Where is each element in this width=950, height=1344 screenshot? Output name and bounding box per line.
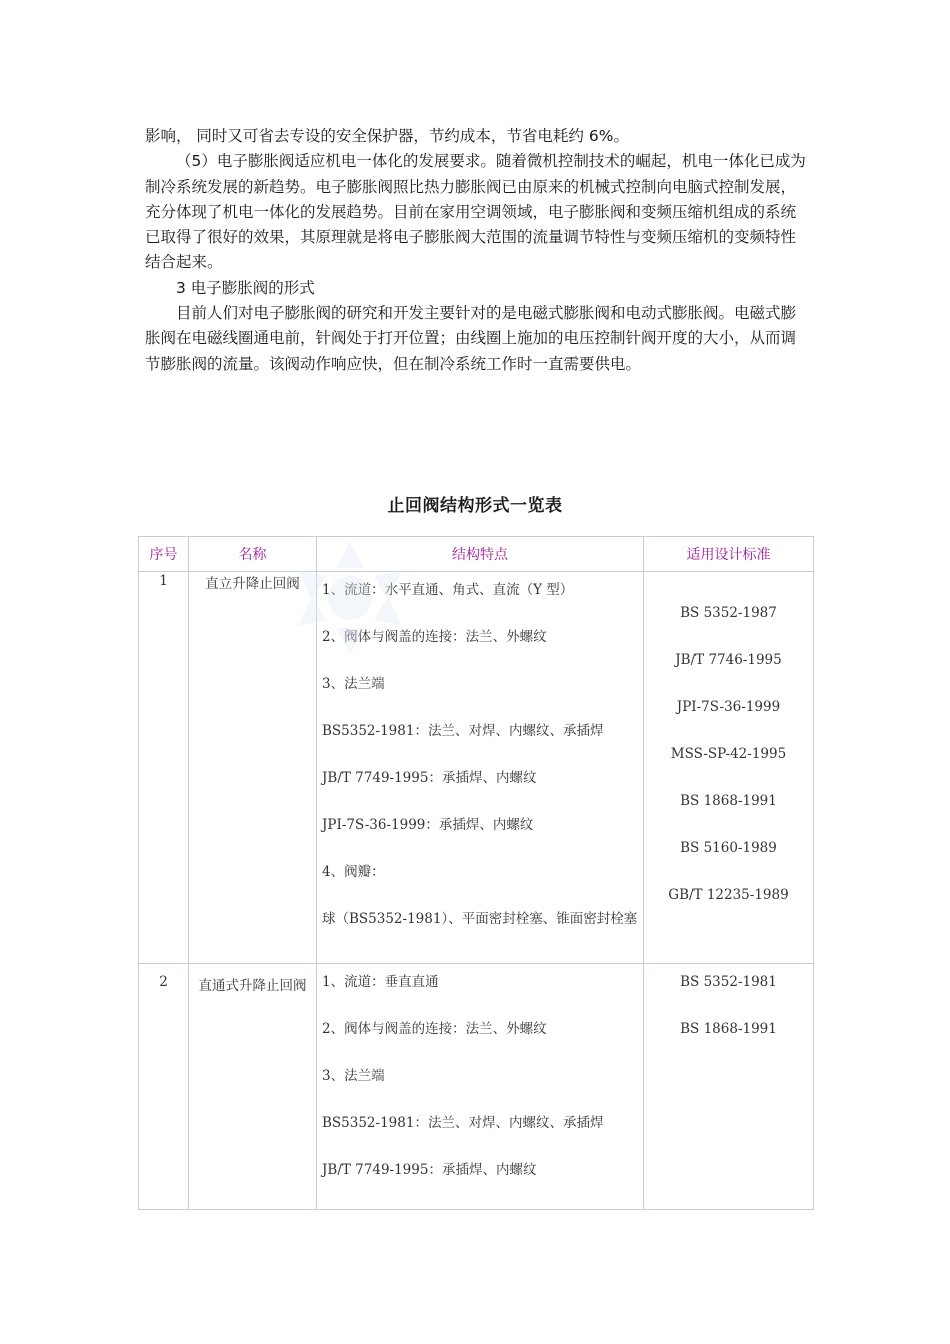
watermark-icon xyxy=(290,538,410,658)
row-no: 2 xyxy=(139,964,189,1210)
paragraph-3: 目前人们对电子膨胀阀的研究和开发主要针对的是电磁式膨胀阀和电动式膨胀阀。电磁式膨胀阀在电磁线圈通电前，针阀处于打开位置；由线圈上施加的电压控制针阀开度的大小，从而调节膨胀阀的流量。该阀动作响应快，但在制冷系统工作时一直需要供电。 xyxy=(145,304,797,373)
feature-line: JB/T 7749-1995：承插焊、内螺纹 xyxy=(322,770,537,786)
feature-line: 2、阀体与阀盖的连接：法兰、外螺纹 xyxy=(322,1021,547,1037)
standard-line: BS 1868-1991 xyxy=(680,1021,777,1037)
feature-line: JPI-7S-36-1999：承插焊、内螺纹 xyxy=(322,817,534,833)
feature-line: BS5352-1981：法兰、对焊、内螺纹、承插焊 xyxy=(322,1115,604,1131)
row-name: 直立升降止回阀 xyxy=(189,572,317,964)
feature-line: 3、法兰端 xyxy=(322,1068,385,1084)
body-text xyxy=(145,124,810,377)
table-row xyxy=(139,572,814,964)
row-name: 直通式升降止回阀 xyxy=(189,964,317,1210)
feature-line: JB/T 7749-1995：承插焊、内螺纹 xyxy=(322,1162,537,1178)
header-standards: 适用设计标准 xyxy=(644,537,814,572)
paragraph-1: 影响， 同时又可省去专设的安全保护器，节约成本，节省电耗约 6%。 xyxy=(145,127,629,145)
standard-line: JPI-7S-36-1999 xyxy=(676,699,781,715)
header-name: 名称 xyxy=(189,537,317,572)
standard-line: MSS-SP-42-1995 xyxy=(670,746,787,762)
feature-line: 4、阀瓣： xyxy=(322,864,385,880)
row-standards xyxy=(644,572,814,964)
standard-line: BS 5160-1989 xyxy=(680,840,777,856)
table-row xyxy=(139,964,814,1210)
table-title: 止回阀结构形式一览表 xyxy=(387,496,563,516)
row-no: 1 xyxy=(139,572,189,964)
feature-line: 3、法兰端 xyxy=(322,676,385,692)
feature-line: BS5352-1981：法兰、对焊、内螺纹、承插焊 xyxy=(322,723,604,739)
feature-line: 1、流道：垂直直通 xyxy=(322,974,439,990)
row-standards xyxy=(644,964,814,1210)
feature-line: 2、阀体与阀盖的连接：法兰、外螺纹 xyxy=(322,629,547,645)
standard-line: BS 5352-1987 xyxy=(680,605,777,621)
feature-line: 1、流道：水平直通、角式、直流（Y 型） xyxy=(322,582,574,598)
standard-line: BS 1868-1991 xyxy=(680,793,777,809)
standard-line: JB/T 7746-1995 xyxy=(675,652,782,668)
header-features: 结构特点 xyxy=(317,537,644,572)
header-no: 序号 xyxy=(139,537,189,572)
table-header-row xyxy=(139,537,814,572)
check-valve-table xyxy=(138,536,814,1210)
standard-line: BS 5352-1981 xyxy=(680,974,777,990)
paragraph-2: （5）电子膨胀阀适应机电一体化的发展要求。随着微机控制技术的崛起，机电一体化已成为制冷系统发展的新趋势。电子膨胀阀照比热力膨胀阀已由原来的机械式控制向电脑式控制发展，充分体现了机电一体化的发展趋势。目前在家用空调领域，电子膨胀阀和变频压缩机组成的系统已取得了很好的效果，其原理就是将电子膨胀阀大范围的流量调节特性与变频压缩机的变频特性结合起来。 xyxy=(145,152,806,272)
section-heading: 3 电子膨胀阀的形式 xyxy=(176,278,315,297)
standard-line: GB/T 12235-1989 xyxy=(668,887,789,903)
row-features xyxy=(317,964,644,1210)
feature-line: 球（BS5352-1981）、平面密封栓塞、锥面密封栓塞 xyxy=(322,911,638,927)
